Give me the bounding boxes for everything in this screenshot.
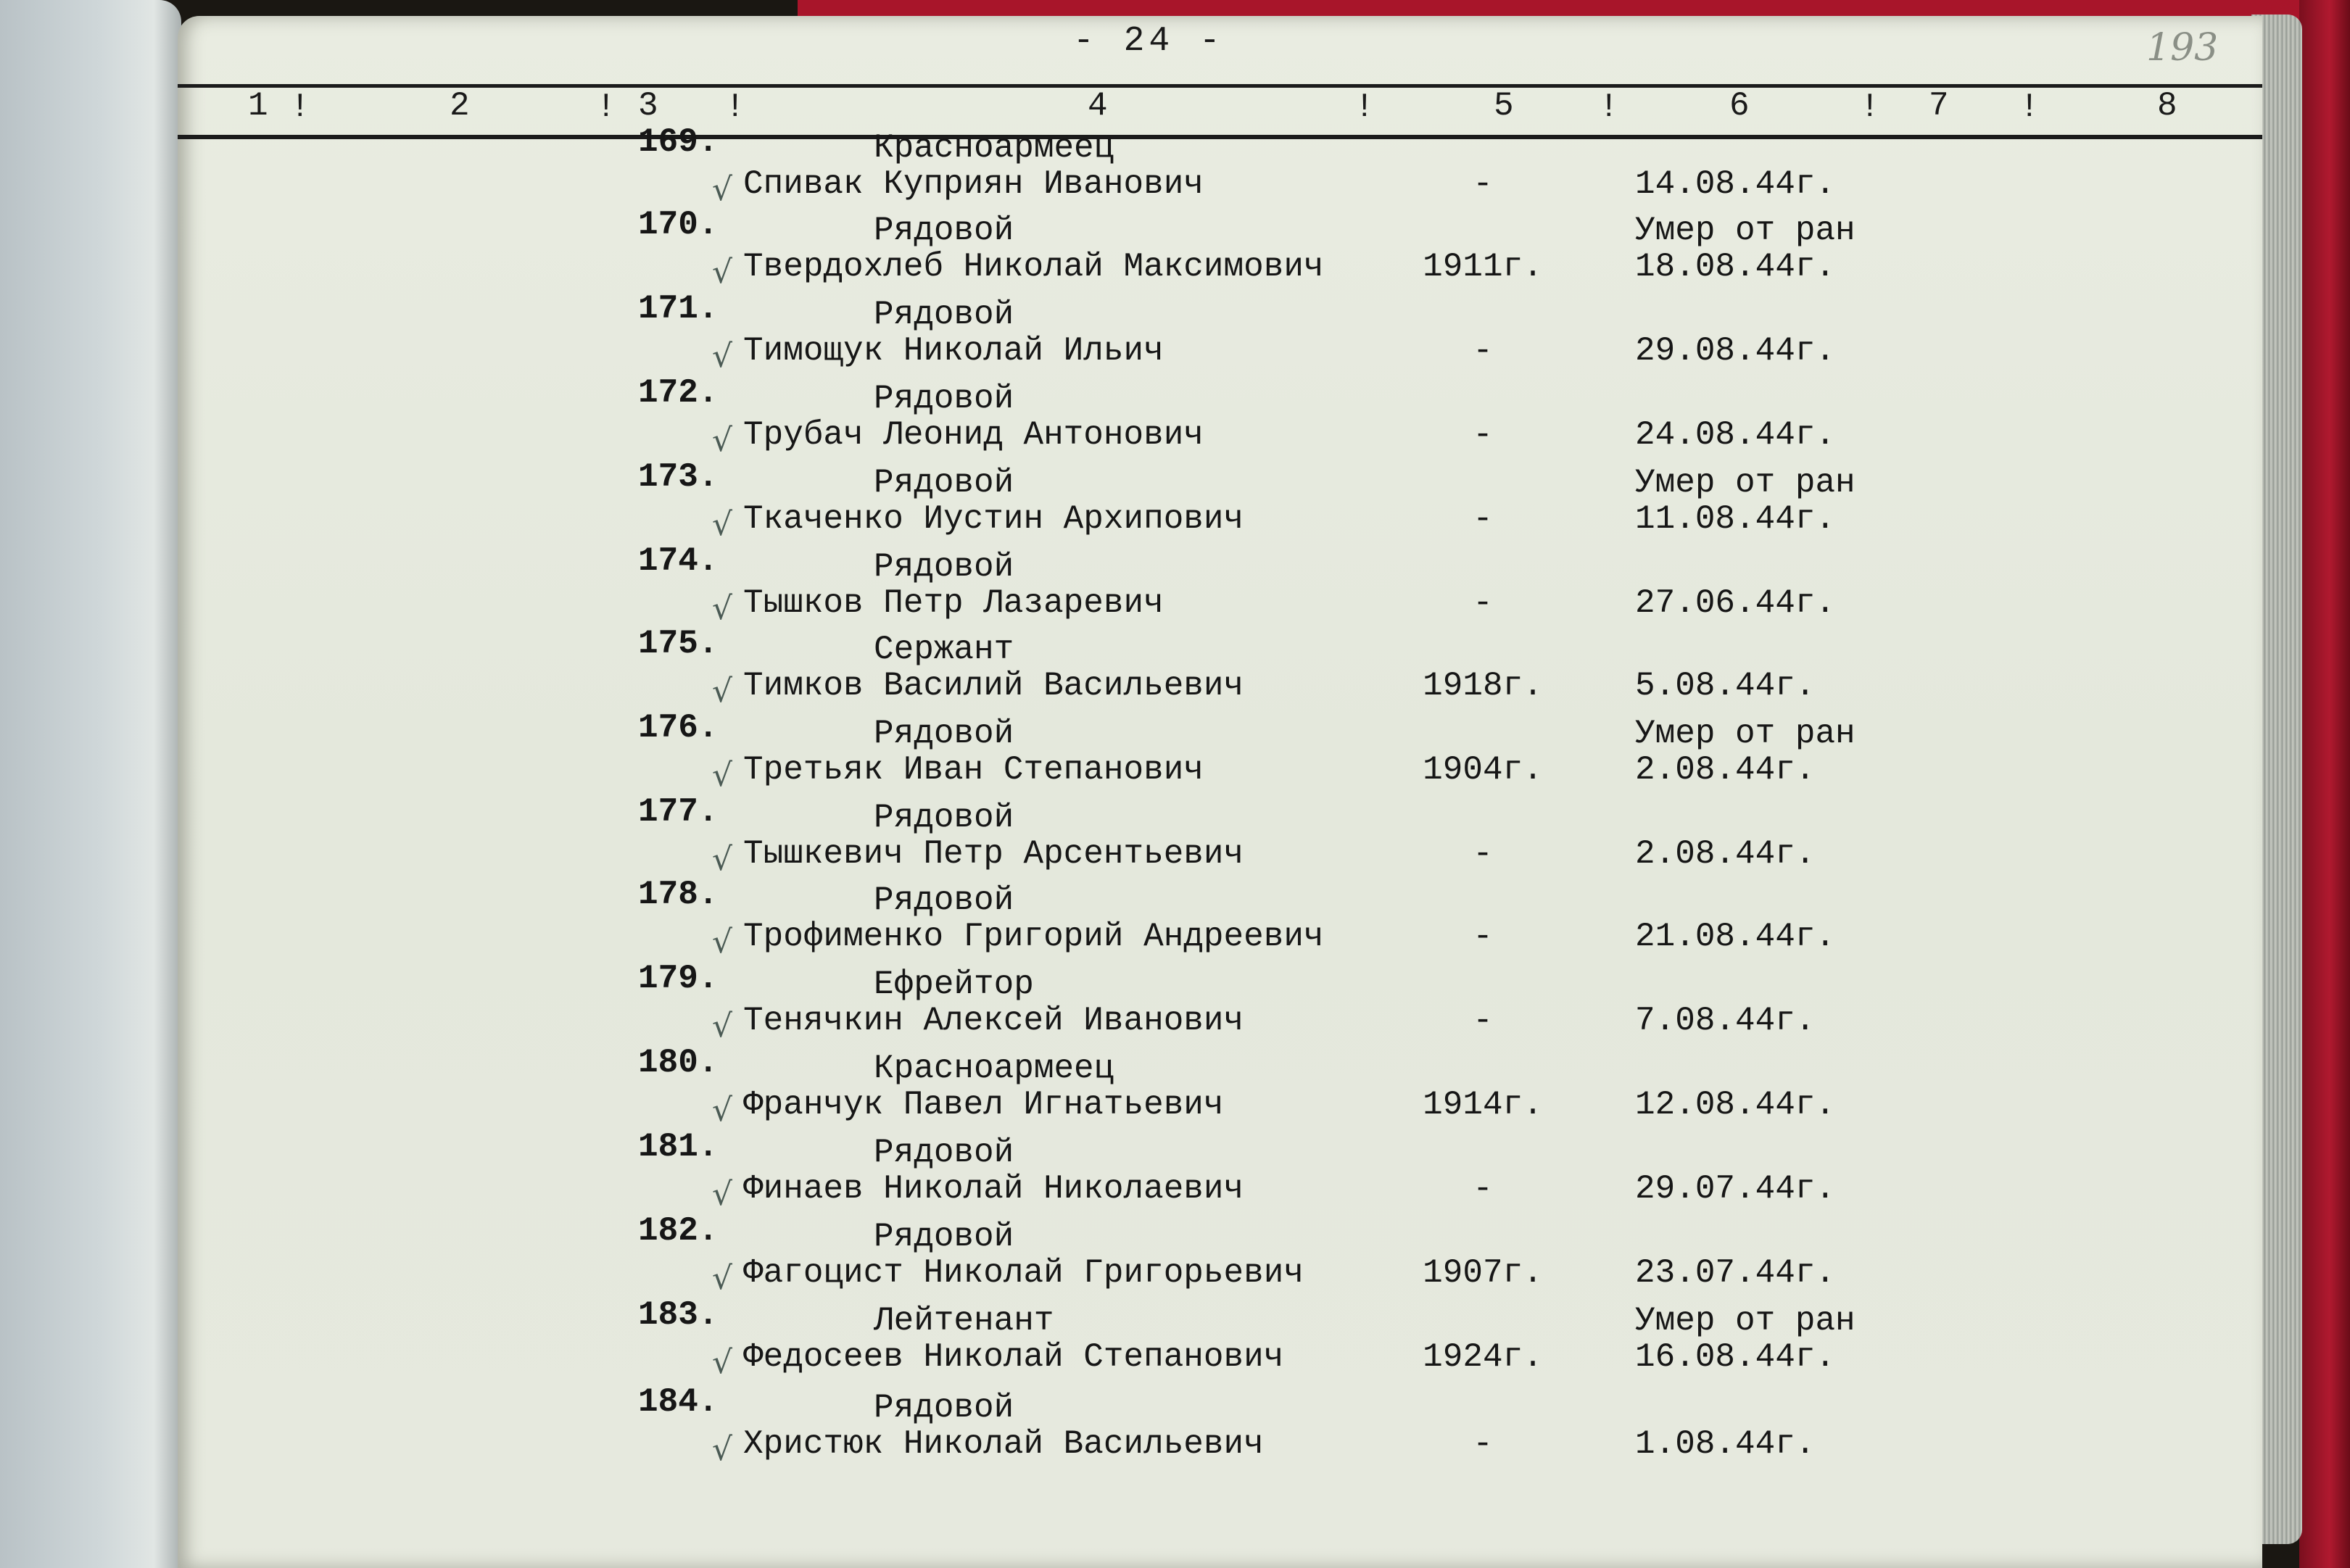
column-header-4: 4 — [1088, 87, 1108, 125]
record-rank: Рядовой — [874, 380, 1014, 418]
column-header-7: 7 — [1929, 87, 1949, 125]
column-separator: ! — [1860, 88, 1880, 126]
record-note: Умер от ран — [1635, 464, 1855, 502]
record-date: 23.07.44г. — [1635, 1254, 1836, 1292]
record-birth-year: - — [1473, 165, 1493, 203]
record-number: 181. — [638, 1128, 719, 1166]
checkmark-icon: √ — [712, 506, 733, 543]
record-date: 1.08.44г. — [1635, 1425, 1816, 1463]
record-rank: Красноармеец — [874, 129, 1114, 167]
record-birth-year: 1911г. — [1423, 248, 1543, 286]
record-birth-year: 1904г. — [1423, 751, 1543, 789]
record-number: 171. — [638, 290, 719, 328]
record-rank: Рядовой — [874, 464, 1014, 502]
column-header-8: 8 — [2157, 87, 2177, 125]
record-name: Спивак Куприян Иванович — [743, 165, 1204, 203]
record-rank: Рядовой — [874, 715, 1014, 752]
record-number: 177. — [638, 793, 719, 831]
record-name: Финаев Николай Николаевич — [743, 1170, 1244, 1208]
record-row — [0, 960, 2350, 1045]
column-separator: ! — [290, 88, 310, 126]
record-name: Фагоцист Николай Григорьевич — [743, 1254, 1304, 1292]
record-number: 180. — [638, 1044, 719, 1082]
record-row — [0, 1128, 2350, 1211]
record-rank: Красноармеец — [874, 1050, 1114, 1087]
checkmark-icon: √ — [712, 254, 733, 291]
record-birth-year: - — [1473, 584, 1493, 622]
record-birth-year: 1924г. — [1423, 1338, 1543, 1376]
record-birth-year: - — [1473, 918, 1493, 955]
record-number: 178. — [638, 876, 719, 913]
checkmark-icon: √ — [712, 757, 733, 794]
record-name: Федосеев Николай Степанович — [743, 1338, 1284, 1376]
record-name: Трофименко Григорий Андреевич — [743, 918, 1324, 955]
record-date: 29.07.44г. — [1635, 1170, 1836, 1208]
record-date: 24.08.44г. — [1635, 416, 1836, 454]
record-name: Трубач Леонид Антонович — [743, 416, 1204, 454]
record-row — [0, 1044, 2350, 1127]
record-name: Ткаченко Иустин Архипович — [743, 500, 1244, 538]
checkmark-icon: √ — [712, 841, 733, 878]
record-row — [0, 793, 2350, 876]
record-number: 184. — [638, 1383, 719, 1421]
record-row — [0, 290, 2350, 373]
record-birth-year: - — [1473, 1002, 1493, 1040]
column-separator: ! — [1599, 88, 1619, 126]
checkmark-icon: √ — [712, 338, 733, 375]
archive-folio-number: 193 — [2146, 26, 2219, 70]
record-date: 5.08.44г. — [1635, 667, 1816, 705]
checkmark-icon: √ — [712, 673, 733, 710]
record-date: 18.08.44г. — [1635, 248, 1836, 286]
checkmark-icon: √ — [712, 1176, 733, 1213]
record-note: Умер от ран — [1635, 212, 1855, 249]
checkmark-icon: √ — [712, 924, 733, 961]
record-rank: Рядовой — [874, 1134, 1014, 1171]
record-date: 14.08.44г. — [1635, 165, 1836, 203]
record-rank: Рядовой — [874, 882, 1014, 919]
column-header-2: 2 — [450, 87, 470, 125]
record-date: 11.08.44г. — [1635, 500, 1836, 538]
record-number: 170. — [638, 206, 719, 244]
record-number: 179. — [638, 960, 719, 997]
record-number: 173. — [638, 458, 719, 496]
record-number: 182. — [638, 1212, 719, 1250]
column-header-1: 1 — [248, 87, 268, 125]
record-number: 169. — [638, 123, 719, 161]
record-number: 183. — [638, 1296, 719, 1334]
record-rank: Ефрейтор — [874, 966, 1034, 1003]
record-birth-year: 1918г. — [1423, 667, 1543, 705]
record-name: Тимощук Николай Ильич — [743, 332, 1164, 370]
record-birth-year: - — [1473, 1170, 1493, 1208]
column-separator: ! — [2019, 88, 2040, 126]
record-name: Тимков Василий Васильевич — [743, 667, 1244, 705]
header-rule-top — [178, 84, 2262, 88]
column-header-3: 3 — [638, 87, 658, 125]
checkmark-icon: √ — [712, 1092, 733, 1129]
record-number: 175. — [638, 625, 719, 663]
column-separator: ! — [725, 88, 745, 126]
record-birth-year: - — [1473, 1425, 1493, 1463]
record-row — [0, 709, 2350, 792]
record-name: Третьяк Иван Степанович — [743, 751, 1204, 789]
record-row — [0, 1296, 2350, 1379]
record-birth-year: - — [1473, 835, 1493, 873]
record-row — [0, 1212, 2350, 1295]
record-date: 29.08.44г. — [1635, 332, 1836, 370]
record-date: 7.08.44г. — [1635, 1002, 1816, 1040]
record-rank: Сержант — [874, 631, 1014, 668]
record-name: Тышков Петр Лазаревич — [743, 584, 1164, 622]
column-separator: ! — [596, 88, 616, 126]
record-name: Тышкевич Петр Арсентьевич — [743, 835, 1244, 873]
record-rank: Рядовой — [874, 1389, 1014, 1427]
record-row — [0, 625, 2350, 708]
record-row — [0, 876, 2350, 961]
checkmark-icon: √ — [712, 1008, 733, 1045]
record-number: 174. — [638, 542, 719, 580]
record-row — [0, 458, 2350, 541]
record-name: Тенячкин Алексей Иванович — [743, 1002, 1244, 1040]
column-header-6: 6 — [1729, 87, 1750, 125]
record-rank: Рядовой — [874, 799, 1014, 837]
record-date: 27.06.44г. — [1635, 584, 1836, 622]
record-rank: Рядовой — [874, 296, 1014, 333]
page-number: - 24 - — [1073, 22, 1225, 61]
record-date: 21.08.44г. — [1635, 918, 1836, 955]
record-row — [0, 374, 2350, 457]
record-rank: Рядовой — [874, 1218, 1014, 1256]
record-birth-year: - — [1473, 332, 1493, 370]
record-name: Франчук Павел Игнатьевич — [743, 1086, 1224, 1124]
record-row — [0, 123, 2350, 206]
checkmark-icon: √ — [712, 1260, 733, 1297]
record-name: Христюк Николай Васильевич — [743, 1425, 1264, 1463]
record-number: 176. — [638, 709, 719, 747]
record-rank: Рядовой — [874, 548, 1014, 586]
record-date: 12.08.44г. — [1635, 1086, 1836, 1124]
record-row — [0, 542, 2350, 625]
record-row — [0, 1383, 2350, 1466]
record-note: Умер от ран — [1635, 1302, 1855, 1340]
record-date: 2.08.44г. — [1635, 835, 1816, 873]
record-date: 16.08.44г. — [1635, 1338, 1836, 1376]
record-rank: Рядовой — [874, 212, 1014, 249]
record-birth-year: 1914г. — [1423, 1086, 1543, 1124]
checkmark-icon: √ — [712, 422, 733, 459]
record-rank: Лейтенант — [874, 1302, 1054, 1340]
record-number: 172. — [638, 374, 719, 412]
record-date: 2.08.44г. — [1635, 751, 1816, 789]
record-birth-year: - — [1473, 500, 1493, 538]
checkmark-icon: √ — [712, 590, 733, 627]
checkmark-icon: √ — [712, 1431, 733, 1468]
record-birth-year: 1907г. — [1423, 1254, 1543, 1292]
record-row — [0, 206, 2350, 289]
record-name: Твердохлеб Николай Максимович — [743, 248, 1324, 286]
record-birth-year: - — [1473, 416, 1493, 454]
checkmark-icon: √ — [712, 1344, 733, 1381]
record-note: Умер от ран — [1635, 715, 1855, 752]
column-header-5: 5 — [1494, 87, 1514, 125]
column-separator: ! — [1354, 88, 1375, 126]
checkmark-icon: √ — [712, 171, 733, 208]
